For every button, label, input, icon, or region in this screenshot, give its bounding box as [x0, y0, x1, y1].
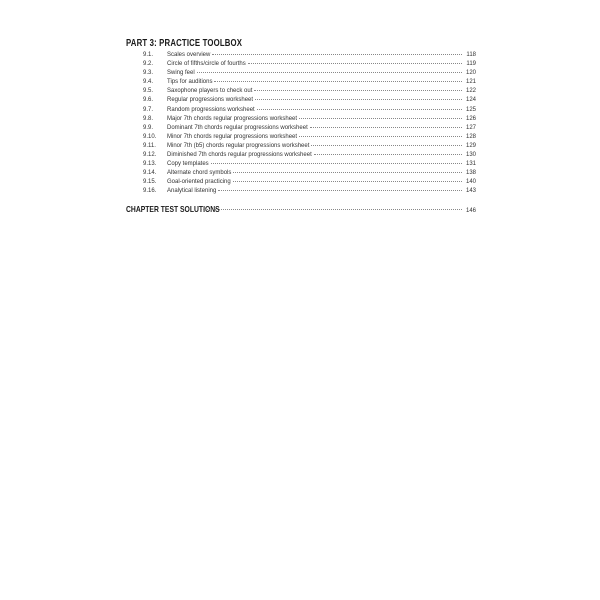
- entry-number: 9.7.: [143, 106, 154, 113]
- toc-chapter-entry[interactable]: [126, 204, 476, 215]
- toc-entry[interactable]: [126, 133, 476, 142]
- entry-page-number: 129: [465, 142, 476, 149]
- entry-page-number: 121: [465, 79, 476, 86]
- chapter-title: CHAPTER TEST SOLUTIONS: [126, 203, 220, 214]
- toc-entry[interactable]: [126, 106, 476, 115]
- entry-title: Alternate chord symbols: [167, 170, 232, 177]
- entry-page-number: 143: [465, 188, 476, 195]
- dot-leader: [299, 136, 462, 137]
- entry-page-number: 118: [466, 52, 476, 58]
- entry-number: 9.5.: [143, 88, 154, 95]
- entry-title: Major 7th chords regular progressions worksheet: [167, 115, 298, 122]
- entry-number: 9.14.: [143, 170, 157, 177]
- entry-title: Diminished 7th chords regular progressions worksheet: [167, 152, 312, 159]
- entry-number: 9.12.: [143, 152, 157, 159]
- entry-title: Random progressions worksheet: [167, 106, 255, 113]
- dot-leader: [311, 145, 462, 146]
- entry-title: Copy templates: [167, 161, 209, 168]
- entry-page-number: 120: [465, 70, 476, 77]
- part-title: PART 3: PRACTICE TOOLBOX: [126, 38, 243, 49]
- entry-page-number: 131: [465, 161, 476, 168]
- dot-leader: [257, 109, 462, 110]
- entry-title: Minor 7th (b5) chords regular progressions worksheet: [167, 142, 310, 149]
- entry-page-number: 130: [465, 152, 476, 159]
- toc-entry[interactable]: [126, 160, 476, 169]
- entry-number: 9.10.: [143, 133, 157, 140]
- entry-number: 9.3.: [143, 70, 154, 77]
- entry-page-number: 122: [465, 88, 476, 95]
- toc-entry[interactable]: [126, 187, 476, 196]
- dot-leader: [255, 99, 462, 100]
- dot-leader: [233, 181, 462, 182]
- dot-leader: [211, 163, 462, 164]
- toc-entry[interactable]: [126, 60, 476, 69]
- entry-page-number: 119: [466, 61, 476, 68]
- toc-entry[interactable]: [126, 178, 476, 187]
- entry-number: 9.8.: [143, 115, 154, 122]
- toc-entry[interactable]: [126, 142, 476, 151]
- entry-title: Goal-oriented practicing: [167, 179, 231, 186]
- dot-leader: [299, 118, 462, 119]
- dot-leader: [197, 72, 462, 73]
- toc-entry[interactable]: [126, 115, 476, 124]
- dot-leader: [254, 90, 462, 91]
- entry-number: 9.15.: [143, 179, 157, 186]
- toc-entry[interactable]: [126, 69, 476, 78]
- entry-number: 9.2.: [143, 61, 154, 68]
- table-of-contents: [126, 38, 476, 215]
- dot-leader: [248, 63, 462, 64]
- entry-number: 9.16.: [143, 188, 157, 195]
- entry-page-number: 128: [465, 133, 476, 140]
- dot-leader: [314, 154, 462, 155]
- entry-title: Saxophone players to check out: [167, 88, 253, 95]
- dot-leader: [233, 172, 462, 173]
- entry-page-number: 138: [465, 170, 476, 177]
- entry-number: 9.4.: [143, 79, 154, 86]
- entry-number: 9.1.: [143, 52, 154, 58]
- toc-entries: [126, 51, 476, 197]
- entry-number: 9.11.: [143, 142, 156, 149]
- toc-entry[interactable]: [126, 78, 476, 87]
- entry-title: Scales overview: [167, 52, 211, 58]
- dot-leader: [310, 127, 462, 128]
- entry-title: Analytical listening: [167, 188, 217, 195]
- entry-title: Regular progressions worksheet: [167, 97, 254, 104]
- entry-number: 9.13.: [143, 161, 157, 168]
- dot-leader: [218, 190, 462, 191]
- toc-entry[interactable]: [126, 51, 476, 60]
- entry-page-number: 124: [465, 97, 476, 104]
- entry-page-number: 126: [465, 115, 476, 122]
- entry-title: Tips for auditions: [167, 79, 213, 86]
- entry-number: 9.9.: [143, 124, 154, 131]
- entry-title: Minor 7th chords regular progressions worksheet: [167, 133, 298, 140]
- dot-leader: [214, 81, 462, 82]
- toc-entry[interactable]: [126, 169, 476, 178]
- toc-entry[interactable]: [126, 124, 476, 133]
- entry-title: Dominant 7th chords regular progressions worksheet: [167, 124, 308, 131]
- chapter-page-number: 146: [465, 207, 476, 214]
- entry-number: 9.6.: [143, 97, 154, 104]
- entry-page-number: 140: [465, 179, 476, 186]
- toc-entry[interactable]: [126, 87, 476, 96]
- entry-page-number: 127: [465, 124, 476, 131]
- dot-leader: [200, 209, 462, 210]
- entry-title: Circle of fifths/circle of fourths: [167, 61, 246, 68]
- entry-page-number: 125: [465, 106, 476, 113]
- toc-entry[interactable]: [126, 96, 476, 105]
- entry-title: Swing feel: [167, 70, 195, 77]
- dot-leader: [212, 54, 462, 55]
- toc-entry[interactable]: [126, 151, 476, 160]
